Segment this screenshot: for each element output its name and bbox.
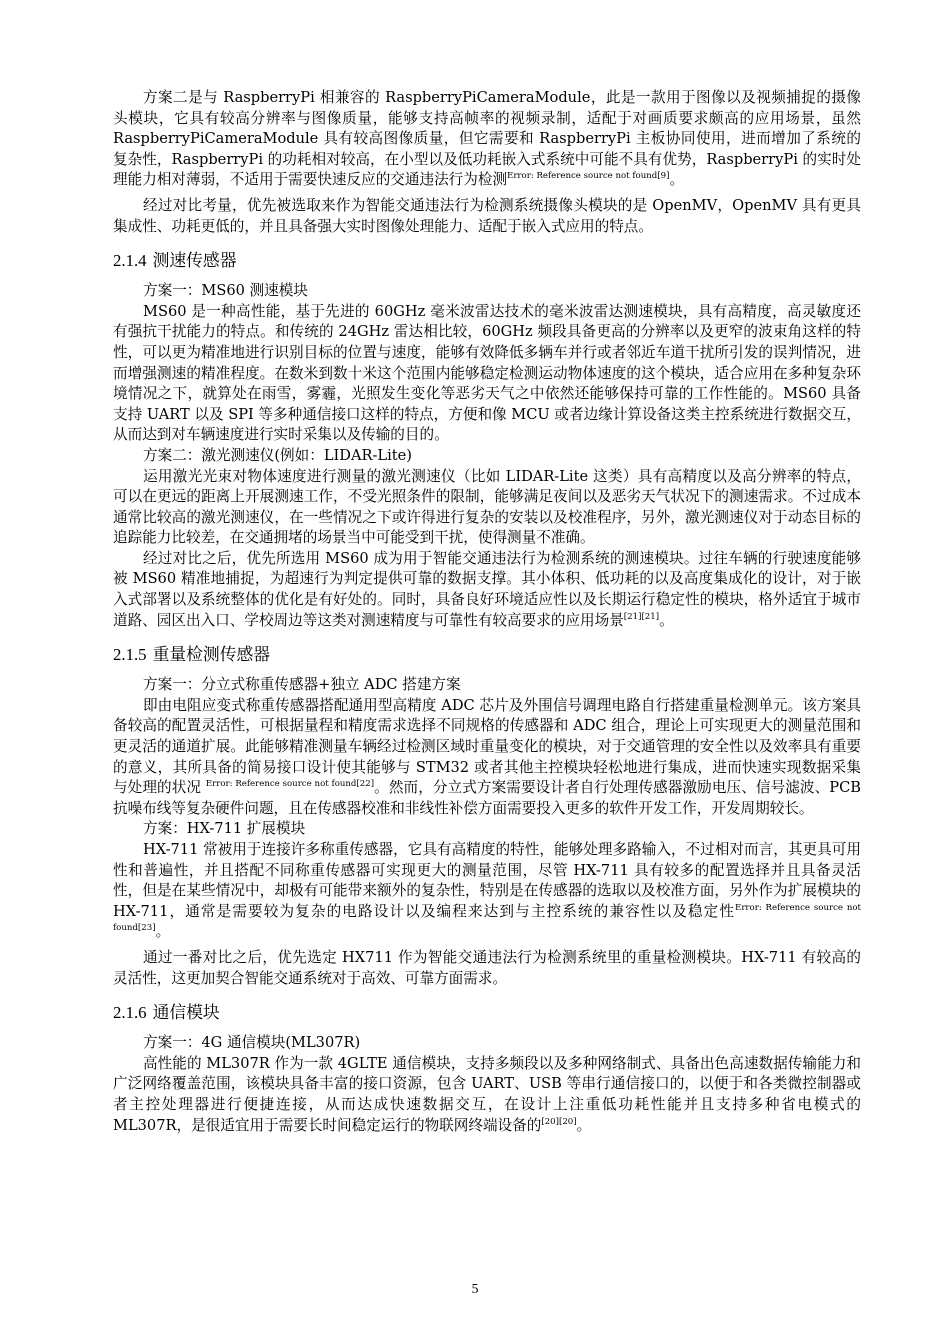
paragraph-ms60-description: MS60 是一种高性能，基于先进的 60GHz 毫米波雷达技术的毫米波雷达测速模块，具有高精度，高灵敏度还有强抗干扰能力的特点。和传统的 24GHz 雷达相比较，60GHz 频段具备更高的分辨率以及更窄的波束角这样的特性，可以更为精准地进行识别目标的位置与速度，能够有效降低多辆车并行或者邻近车道干扰所引发的误判情况，进而增强测速的精准程度。在数米到数十米这个范围内能够稳定检测运动物体速度的这个模块，适合应用在多种复杂环境情况之下，就算处在雨雪，雾霾，光照发生变化等恶劣天气之中依然还能够保持可靠的工作性能的。MS60 具备支持 UART 以及 SPI 等多种通信接口这样的特点，方便和像 MCU 或者边缘计算设备这类主控系统进行数据交互，从而达到对车辆速度进行实时采集以及传输的目的。: [113, 302, 861, 444]
reference-20: [20][20]: [541, 1116, 577, 1127]
paragraph-weight-conclusion: 通过一番对比之后，优先选定 HX711 作为智能交通违法行为检测系统里的重量检测模块。HX-711 有较高的灵活性，这更加契合智能交通系统对于高效、可靠方面需求。: [113, 948, 861, 987]
paragraph-weight-scheme-1-title: 方案一：分立式称重传感器+独立 ADC 搭建方案: [143, 676, 461, 694]
section-heading-2-1-6: [113, 1001, 861, 1024]
paragraph-weight-scheme-2-title: 方案：HX-711 扩展模块: [143, 820, 306, 838]
paragraph-discrete-weight-description: 即由电阻应变式称重传感器搭配通用型高精度 ADC 芯片及外围信号调理电路自行搭建重量检测单元。该方案具备较高的配置灵活性，可根据量程和精度需求选择不同规格的传感器和 ADC 组合，理论上可实现更大的测量范围和更灵活的通道扩展。此能够精准测量车辆经过检测区域时重量变化的模块，对于交通管理的安全性以及效率具有重要的意义，其所具备的简易接口设计使其能够与 STM32 或者其他主控模块轻松地进行集成，进而快速实现数据采集与处理的状况 $^{Error: Reference source not found[22]}$。然而，分立式方案需要设计者自行处理传感器激励电压、信号滤波、PCB 抗噪布线等复杂硬件问题，且在传感器校准和非线性补偿方面需要投入更多的软件开发工作，开发周期较长。: [113, 696, 861, 817]
page-body: [113, 88, 861, 1136]
page-number: 5: [471, 1281, 479, 1296]
paragraph-lidar-description: 运用激光光束对物体速度进行测量的激光测速仪（比如 LIDAR-Lite 这类）具有高精度以及高分辨率的特点，可以在更远的距离上开展测速工作，不受光照条件的限制，能够满足夜间以及恶劣天气状况下的测速需求。不过成本通常比较高的激光测速仪，在一些情况之下或许得进行复杂的安装以及校准程序，另外，激光测速仪对于动态目标的追踪能力比较差，在交通拥堵的场景当中可能受到干扰，使得测量不准确。: [113, 467, 861, 547]
paragraph-camera-scheme-2: 方案二是与 RaspberryPi 相兼容的 RaspberryPiCameraModule，此是一款用于图像以及视频捕捉的摄像头模块，它具有较高分辨率与图像质量，能够支持高帧率的视频录制，适配于对画质要求颇高的应用场景，虽然 RaspberryPiCameraModule 具有较高图像质量，但它需要和 RaspberryPi 主板协同使用，进而增加了系统的复杂性，RaspberryPi 的功耗相对较高，在小型以及低功耗嵌入式系统中可能不具有优势，RaspberryPi 的实时处理能力相对薄弱，不适用于需要快速反应的交通违法行为检测$^{Error: Reference source not found[9]}$。: [113, 89, 861, 189]
paragraph-speed-scheme-1-title: 方案一：MS60 测速模块: [143, 282, 308, 300]
paragraph-comm-scheme-1-title: 方案一：4G 通信模块(ML307R): [143, 1034, 361, 1052]
section-heading-2-1-4: [113, 249, 861, 272]
section-number: 2.1.4: [113, 251, 147, 271]
section-title: 通信模块: [152, 1002, 220, 1023]
paragraph-speed-scheme-2-title: 方案二：激光测速仪(例如：LIDAR-Lite): [143, 446, 412, 464]
paragraph-camera-conclusion: 经过对比考量，优先被选取来作为智能交通违法行为检测系统摄像头模块的是 OpenMV，OpenMV 具有更具集成性、功耗更低的，并且具备强大实时图像处理能力、适配于嵌入式应用的特点。: [113, 196, 861, 235]
paragraph-speed-conclusion: 经过对比之后，优先所选用 MS60 成为用于智能交通违法行为检测系统的测速模块。过往车辆的行驶速度能够被 MS60 精准地捕捉，为超速行为判定提供可靠的数据支撑。其小体积、低功耗的以及高度集成化的设计，对于嵌入式部署以及系统整体的优化是有好处的。同时，具备良好环境适应性以及长期运行稳定性的模块，格外适宜于城市道路、园区出入口、学校周边等这类对测速精度与可靠性有较高要求的应用场景[21][21]。: [113, 549, 861, 629]
paragraph-hx711-description: HX-711 常被用于连接许多称重传感器，它具有高精度的特性，能够处理多路输入，不过相对而言，其更具可用性和普遍性，并且搭配不同称重传感器可实现更大的测量范围，尽管 HX-711 具有较多的配置选择并且具备灵活性，但是在某些情况中，却极有可能带来额外的复杂性，特别是在传感器的选取以及校准方面，另外作为扩展模块的 HX-711，通常是需要较为复杂的电路设计以及编程来达到与主控系统的兼容性以及稳定性$^{Error: Reference source not found[23]}$。: [113, 841, 861, 941]
section-number: 2.1.5: [113, 645, 147, 665]
reference-error-9: Error: Reference source not found[9]: [507, 171, 670, 182]
section-heading-2-1-5: [113, 643, 861, 666]
reference-error-22: Error: Reference source not found[22]: [205, 779, 375, 790]
paragraph-ml307r-description: 高性能的 ML307R 作为一款 4GLTE 通信模块，支持多频段以及多种网络制式、具备出色高速数据传输能力和广泛网络覆盖范围，该模块具备丰富的接口资源，包含 UART、USB 等串行通信接口的，以便于和各类微控制器或者主控处理器进行便捷连接，从而达成快速数据交互，在设计上注重低功耗性能并且支持多种省电模式的 ML307R，是很适宜用于需要长时间稳定运行的物联网终端设备的[20][20]。: [113, 1054, 861, 1134]
reference-error-23: Error: Reference source not found[23]: [113, 902, 861, 934]
section-number: 2.1.6: [113, 1003, 147, 1023]
section-title: 重量检测传感器: [152, 644, 271, 665]
section-title: 测速传感器: [152, 250, 237, 271]
reference-21: [21][21]: [623, 611, 660, 622]
